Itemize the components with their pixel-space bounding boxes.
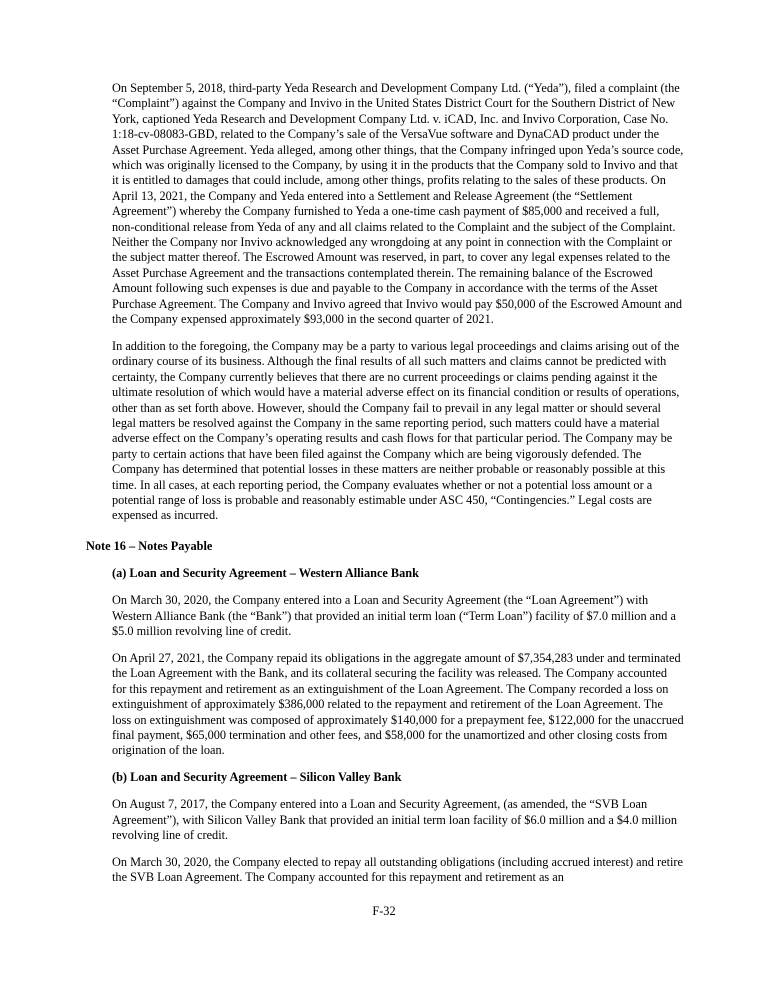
section-a-paragraph-repayment: On April 27, 2021, the Company repaid its obligations in the aggregate amount of $7,354,283 under and terminated the Loan Agreement with the Bank, and its collateral securing the facility was released. The Company accounted for this repayment and retirement as an extinguishment of the Loan Agreement. The Company recorded a loss on extinguishment of approximately $386,000 related to the repayment and retirement of the Loan Agreement. The loss on extinguishment was composed of approximately $140,000 for a prepayment fee, $122,000 for the unaccrued final payment, $65,000 termination and other fees, and $58,000 for the unamortized and other closing costs from origination of the loan. [112, 650, 684, 758]
section-b-heading: (b) Loan and Security Agreement – Silicon Valley Bank [112, 770, 402, 785]
section-b-paragraph-repayment: On March 30, 2020, the Company elected to repay all outstanding obligations (including accrued interest) and retire the SVB Loan Agreement. The Company accounted for this repayment and retirement as an [112, 854, 683, 885]
page-number: F-32 [372, 904, 396, 918]
section-western-alliance-bank [86, 566, 684, 758]
paragraph-general-legal-proceedings: In addition to the foregoing, the Company may be a party to various legal proceedings and claims arising out of the ordinary course of its business. Although the final results of all such matters and claims cannot be predicted with certainty, the Company currently believes that there are no current proceedings or claims pending against it the ultimate resolution of which would have a material adverse effect on its financial condition or results of operations, other than as set forth above. However, should the Company fail to prevail in any legal matter or should several legal matters be resolved against the Company in the same reporting period, such matters could have a material adverse effect on the Company’s operating results and cash flows for that particular period. The Company may be party to certain actions that have been filed against the Company which are being vigorously defended. The Company has determined that potential losses in these matters are neither probable or reasonably possible at this time. In all cases, at each reporting period, the Company evaluates whether or not a potential loss amount or a potential range of loss is probable and reasonably estimable under ASC 450, “Contingencies.” Legal costs are expensed as incurred. [112, 339, 680, 523]
section-a-paragraph-loan-agreement: On March 30, 2020, the Company entered into a Loan and Security Agreement (the “Loan Agreement”) with Western Alliance Bank (the “Bank”) that provided an initial term loan (“Term Loan”) facility of $7.0 million and a $5.0 million revolving line of credit. [112, 593, 676, 638]
section-b-paragraph-svb-agreement: On August 7, 2017, the Company entered into a Loan and Security Agreement, (as amended, the “SVB Loan Agreement”), with Silicon Valley Bank that provided an initial term loan facility of $6.0 million and a $4.0 million revolving line of credit. [112, 797, 677, 842]
note-16-heading: Note 16 – Notes Payable [86, 538, 213, 553]
paragraph-yeda-litigation: On September 5, 2018, third-party Yeda Research and Development Company Ltd. (“Yeda”), filed a complaint (the “Complaint”) against the Company and Invivo in the United States District Court for the Southern District of New York, captioned Yeda Research and Development Company Ltd. v. iCAD, Inc. and Invivo Corporation, Case No. 1:18-cv-08083-GBD, related to the Company’s sale of the VersaVue software and DynaCAD product under the Asset Purchase Agreement. Yeda alleged, among other things, that the Company infringed upon Yeda’s source code, which was originally licensed to the Company, by using it in the products that the Company sold to Invivo and that it is entitled to damages that could include, among other things, profits relating to the sales of these products. On April 13, 2021, the Company and Yeda entered into a Settlement and Release Agreement (the “Settlement Agreement”) whereby the Company furnished to Yeda a one-time cash payment of $85,000 and received a full, non-conditional release from Yeda of any and all claims related to the Complaint and the subject of the Complaint. Neither the Company nor Invivo acknowledged any wrongdoing at any point in connection with the Complaint or the subject matter thereof. The Escrowed Amount was reserved, in part, to cover any legal expenses related to the Asset Purchase Agreement and the transactions contemplated therein. The remaining balance of the Escrowed Amount following such expenses is due and payable to the Company in accordance with the terms of the Asset Purchase Agreement. The Company and Invivo agreed that Invivo would pay $50,000 of the Escrowed Amount and the Company expensed approximately $93,000 in the second quarter of 2021. [112, 81, 684, 327]
section-silicon-valley-bank [86, 770, 684, 885]
section-a-heading: (a) Loan and Security Agreement – Western Alliance Bank [112, 566, 419, 581]
